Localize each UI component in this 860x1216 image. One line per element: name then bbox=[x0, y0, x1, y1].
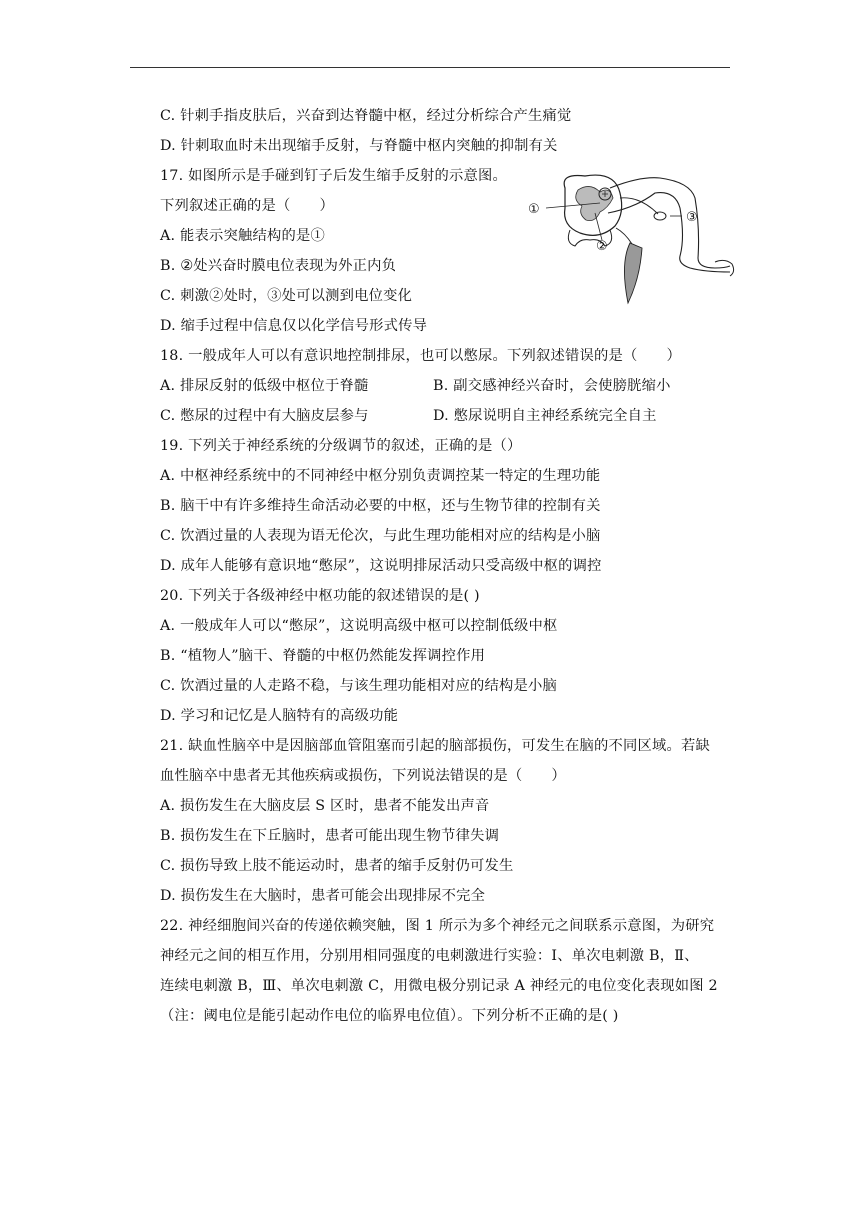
q17-option-c: C. 刺激②处时，③处可以测到电位变化 bbox=[160, 288, 413, 304]
q18-options-row1 bbox=[160, 371, 735, 401]
q20-option-b: B. “植物人”脑干、脊髓的中枢仍然能发挥调控作用 bbox=[160, 648, 486, 664]
q19-option-b: B. 脑干中有许多维持生命活动必要的中枢，还与生物节律的控制有关 bbox=[160, 498, 601, 514]
q17-option-b: B. ②处兴奋时膜电位表现为外正内负 bbox=[160, 258, 397, 274]
q17-option-a: A. 能表示突触结构的是① bbox=[160, 228, 325, 244]
q19-stem: 19. 下列关于神经系统的分级调节的叙述，正确的是（） bbox=[160, 438, 522, 454]
ganglion bbox=[654, 212, 666, 220]
q20-option-d: D. 学习和记忆是人脑特有的高级功能 bbox=[160, 708, 399, 724]
q17-prompt: 下列叙述正确的是（ ） bbox=[160, 198, 334, 214]
q21-stem-line1: 21. 缺血性脑卒中是因脑部血管阻塞而引起的脑部损伤，可发生在脑的不同区域。若缺 bbox=[160, 738, 710, 754]
q19-option-d: D. 成年人能够有意识地“憋尿”，这说明排尿活动只受高级中枢的调控 bbox=[160, 558, 602, 574]
q18-option-a: A. 排尿反射的低级中枢位于脊髓 bbox=[160, 378, 369, 394]
q19-option-c: C. 饮酒过量的人表现为语无伦次，与此生理功能相对应的结构是小脑 bbox=[160, 528, 601, 544]
reflex-arc-figure bbox=[520, 168, 740, 308]
q19-option-a: A. 中枢神经系统中的不同神经中枢分别负责调控某一特定的生理功能 bbox=[160, 468, 601, 484]
q21-stem-line2: 血性脑卒中患者无其他疾病或损伤，下列说法错误的是（ ） bbox=[160, 768, 566, 784]
q20-option-c: C. 饮酒过量的人走路不稳，与该生理功能相对应的结构是小脑 bbox=[160, 678, 558, 694]
q17-option-d: D. 缩手过程中信息仅以化学信号形式传导 bbox=[160, 318, 428, 334]
q18-options-row2 bbox=[160, 401, 735, 431]
q21-option-d: D. 损伤发生在大脑时，患者可能会出现排尿不完全 bbox=[160, 888, 486, 904]
muscle bbox=[624, 243, 642, 303]
q22-stem-line1: 22. 神经细胞间兴奋的传递依赖突触，图 1 所示为多个神经元之间联系示意图，为研究 bbox=[160, 918, 715, 934]
q20-option-a: A. 一般成年人可以“憋尿”，这说明高级中枢可以控制低级中枢 bbox=[160, 618, 558, 634]
q18-option-c: C. 憋尿的过程中有大脑皮层参与 bbox=[160, 408, 369, 424]
q22-stem-line2: 神经元之间的相互作用，分别用相同强度的电刺激进行实验：Ⅰ、单次电刺激 B，Ⅱ、 bbox=[160, 948, 699, 964]
label-3: ③ bbox=[686, 210, 698, 225]
q18-option-b: B. 副交感神经兴奋时，会使膀胱缩小 bbox=[433, 378, 671, 394]
q21-option-c: C. 损伤导致上肢不能运动时，患者的缩手反射仍可发生 bbox=[160, 858, 514, 874]
q16-option-d: D. 针刺取血时未出现缩手反射，与脊髓中枢内突触的抑制有关 bbox=[160, 138, 558, 154]
q17-stem: 17. 如图所示是手碰到钉子后发生缩手反射的示意图。 bbox=[160, 168, 508, 184]
q21-option-b: B. 损伤发生在下丘脑时，患者可能出现生物节律失调 bbox=[160, 828, 500, 844]
q22-stem-line3: 连续电刺激 B，Ⅲ、单次电刺激 C，用微电极分别记录 A 神经元的电位变化表现如图 2 bbox=[160, 978, 718, 994]
q18-stem: 18. 一般成年人可以有意识地控制排尿，也可以憋尿。下列叙述错误的是（ ） bbox=[160, 348, 681, 364]
q21-option-a: A. 损伤发生在大脑皮层 S 区时，患者不能发出声音 bbox=[160, 798, 490, 814]
q16-option-c: C. 针刺手指皮肤后，兴奋到达脊髓中枢，经过分析综合产生痛觉 bbox=[160, 108, 572, 124]
q20-stem: 20. 下列关于各级神经中枢功能的叙述错误的是( ) bbox=[160, 588, 480, 604]
q22-stem-line4: （注：阈电位是能引起动作电位的临界电位值）。下列分析不正确的是( ) bbox=[160, 1008, 619, 1024]
header-rule bbox=[130, 67, 730, 68]
label-2: ② bbox=[596, 239, 608, 254]
label-1: ① bbox=[528, 202, 540, 217]
q18-option-d: D. 憋尿说明自主神经系统完全自主 bbox=[433, 408, 657, 424]
